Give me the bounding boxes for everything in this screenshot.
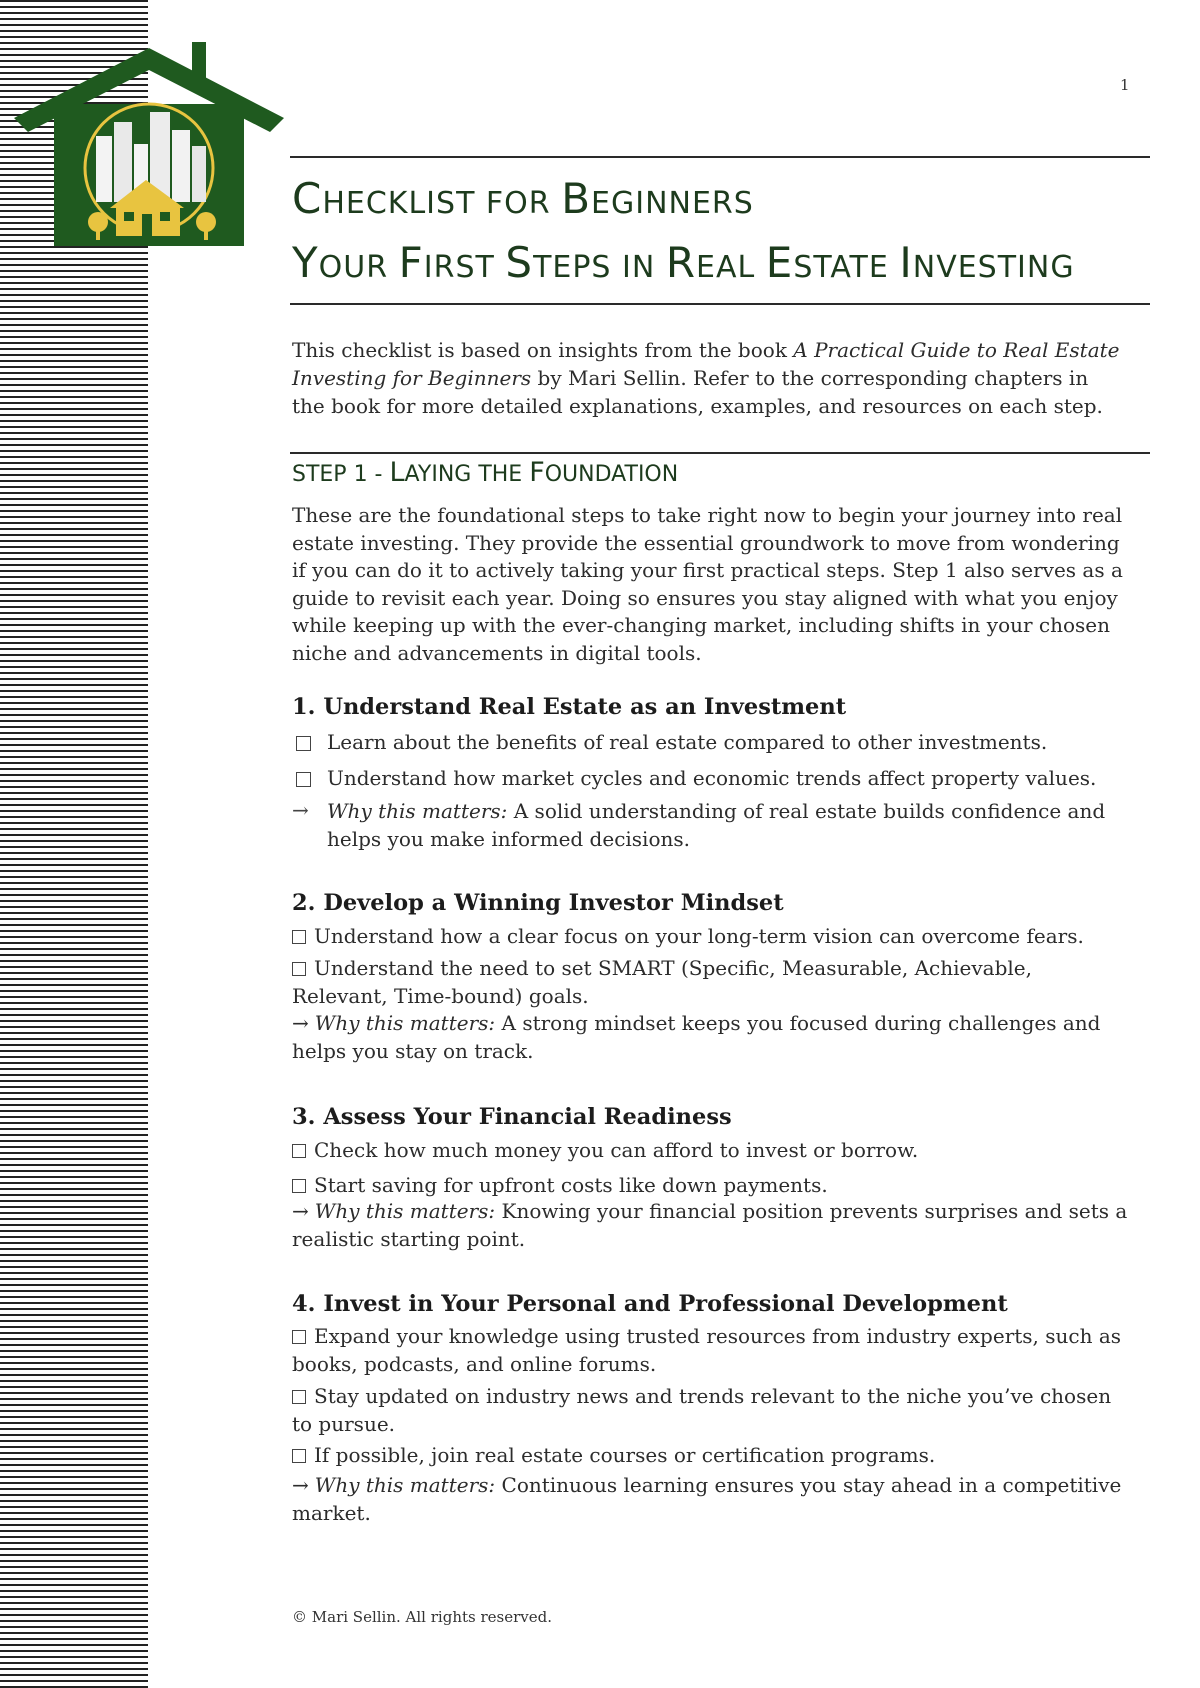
checklist-item: Understand how market cycles and economic trends affect property values. [327,766,1097,790]
arrow-icon: → [292,1199,309,1223]
striped-margin-bar [0,0,148,1688]
title-top-rule [290,156,1150,158]
title-bottom-rule [290,303,1150,305]
checkbox[interactable] [292,930,306,944]
checkbox[interactable] [292,1179,306,1193]
checkbox[interactable] [296,772,311,787]
arrow-icon: → [292,1473,309,1497]
checklist-item: Understand how a clear focus on your long-term vision can overcome fears. [292,923,1132,951]
step1-rule [290,452,1150,454]
why-this-matters: → Why this matters: Continuous learning ensures you stay ahead in a competitive market. [292,1473,1122,1525]
copyright-footer: © Mari Sellin. All rights reserved. [292,1608,552,1626]
checkbox[interactable] [292,1390,306,1404]
why-this-matters: Why this matters: A solid understanding of real estate builds confidence and helps you make informed decisions. [327,799,1106,851]
checkbox[interactable] [292,1144,306,1158]
step1-heading: STEP 1 - LAYING THE FOUNDATION [292,457,679,488]
checkbox[interactable] [292,1449,306,1463]
page-number: 1 [1120,76,1130,94]
section-2-heading: 2. Develop a Winning Investor Mindset [292,890,784,916]
checkbox[interactable] [292,1330,306,1344]
checklist-item: Understand the need to set SMART (Specific, Measurable, Achievable, Relevant, Time-bound) goals. [292,956,1032,1008]
checkbox[interactable] [296,736,311,751]
checklist-item: Expand your knowledge using trusted resources from industry experts, such as books, podcasts, and online forums. [292,1324,1122,1376]
book-title: A Practical Guide to Real Estate Investing for Beginners [292,338,1120,390]
checklist-item: Check how much money you can afford to invest or borrow. [292,1137,1132,1165]
step1-intro: These are the foundational steps to take right now to begin your journey into real estate investing. They provide the essential groundwork to move from wondering if you can do it to actively taking your first practical steps. Step 1 also serves as a guide to revisit each year. Doing so ensures you stay aligned with what you enjoy while keeping up with the ever-changing market, including shifts in your chosen niche and advancements in digital tools. [292,503,1123,665]
title-line-2: YOUR FIRST STEPS IN REAL ESTATE INVESTING [292,238,1075,287]
section-1-heading: 1. Understand Real Estate as an Investment [292,694,847,720]
section-3-heading: 3. Assess Your Financial Readiness [292,1104,732,1130]
arrow-icon: → [292,798,309,822]
checklist-item: If possible, join real estate courses or certification programs. [292,1442,1132,1470]
title-line-1: CHECKLIST FOR BEGINNERS [292,174,754,223]
section-4-heading: 4. Invest in Your Personal and Professional Development [292,1291,1008,1317]
intro-paragraph: This checklist is based on insights from the book A Practical Guide to Real Estate Investing for Beginners by Mari Sellin. Refer to the corresponding chapters in the book for more detailed explanations, examples, and resources on each step. [292,338,1120,418]
checklist-item: Start saving for upfront costs like down payments. [292,1172,1132,1200]
checklist-item: Stay updated on industry news and trends relevant to the niche you’ve chosen to pursue. [292,1384,1112,1436]
house-logo-icon [14,40,284,250]
checklist-item: Learn about the benefits of real estate compared to other investments. [327,730,1048,754]
arrow-icon: → [292,1011,309,1035]
checkbox[interactable] [292,962,306,976]
why-this-matters: → Why this matters: Knowing your financial position prevents surprises and sets a realistic starting point. [292,1199,1128,1251]
why-this-matters: → Why this matters: A strong mindset keeps you focused during challenges and helps you stay on track. [292,1011,1101,1063]
